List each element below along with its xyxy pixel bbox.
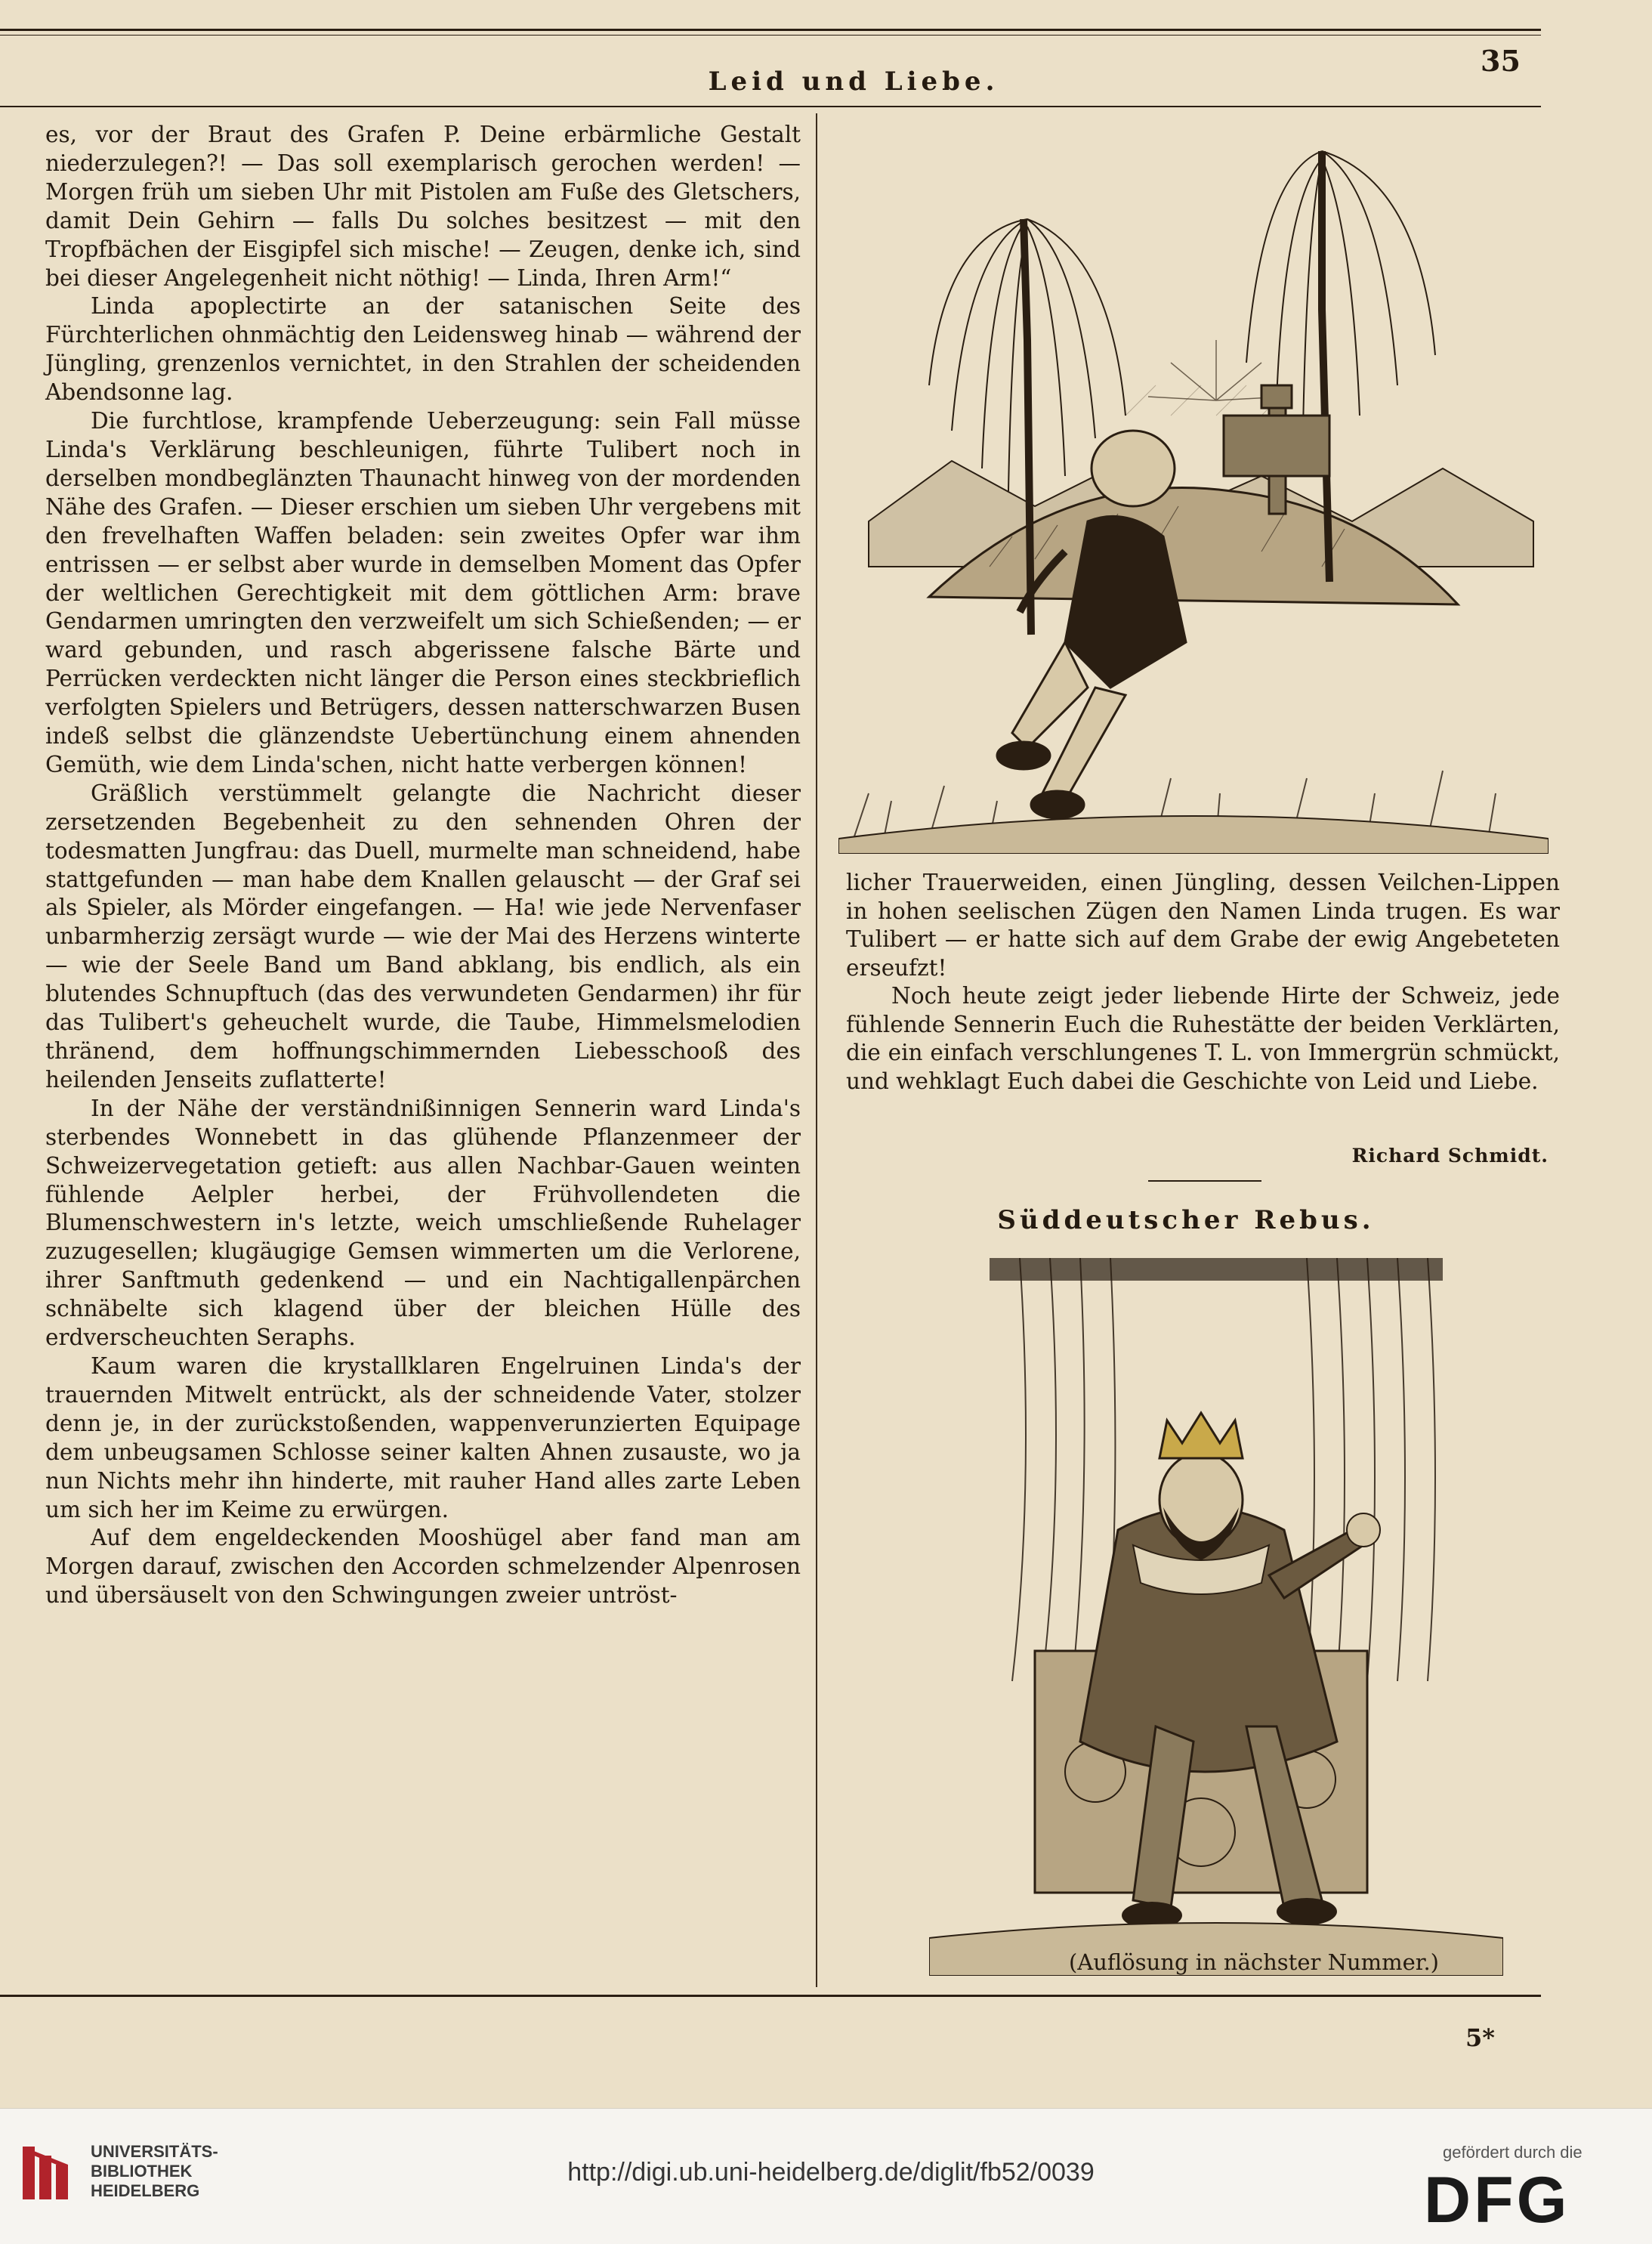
header-rule — [0, 106, 1541, 107]
section-divider — [1148, 1180, 1261, 1182]
library-line: BIBLIOTHEK — [91, 2162, 193, 2181]
rebus-caption: (Auflösung in nächster Nummer.) — [1068, 1949, 1439, 1975]
digitization-footer — [0, 2108, 1652, 2244]
paragraph: Linda apoplectirte an der satanischen Seite des Fürchterlichen ohnmächtig den Leidensweg hinab — während der Jüngling, grenzenlos vernichtet, in den Strahlen der scheidenden Abendsonne lag. — [45, 293, 801, 406]
library-line: HEIDELBERG — [91, 2181, 200, 2200]
paragraph: Auf dem engeldeckenden Mooshügel aber fand man am Morgen darauf, zwischen den Accorden schmelzender Alpenrosen und übersäuselt von den Schwingungen zweier untröst- — [45, 1525, 801, 1609]
paragraph: Kaum waren die krystallklaren Engelruinen Linda's der trauernden Mitwelt entrückt, als der schneidende Vater, stolzer denn je, in der zurückstoßenden, wappenverunzierten Equipage dem unbeugsamen Schlosse seiner kalten Ahnen zusauste, wo ja nun Nichts mehr ihn hinderte, mit rauher Hand alles zarte Leben um sich her im Keime zu erwürgen. — [45, 1352, 801, 1522]
paragraph: Die furchtlose, krampfende Ueberzeugung: sein Fall müsse Linda's Verklärung beschleunigen, führte Tulibert noch in derselben mondbeglänzten Thaunacht hinweg von der mordenden Nähe des Grafen. — Dieser erschien um sieben Uhr vergebens mit den frevelhaften Waffen beladen: sein zweites Opfer war ihm entrissen — er selbst aber wurde in demselben Moment das Opfer der weltlichen Gerechtigkeit mit dem göttlichen Arm: brave Gendarmen umringten den verzweifelt um sich Schießenden; — er ward gebunden, und rasch abgerissene falsche Bärte und Perrücken verdeckten nicht länger die Person eines steckbrieflich verfolgten Spielers und Betrügers, dessen natterschwarzen Busen indeß selbst die glänzendste Uebertünchung einem ahnenden Gemüth, wie dem Linda'schen, nicht hatte verbergen können! — [45, 408, 801, 777]
library-line: UNIVERSITÄTS- — [91, 2142, 218, 2161]
paragraph: licher Trauerweiden, einen Jüngling, dessen Veilchen-Lippen in hohen seelischen Zügen den Namen Linda trugen. Es war Tulibert — er hatte sich auf dem Grabe der ewig Angebeteten erseufzt! — [846, 870, 1560, 981]
permalink-url[interactable]: http://digi.ub.uni-heidelberg.de/diglit/fb52/0039 — [567, 2158, 1095, 2187]
bottom-border — [0, 1995, 1541, 1997]
left-column-text — [45, 121, 801, 1610]
running-title: Leid und Liebe. — [708, 66, 999, 97]
top-border — [0, 29, 1541, 31]
rebus-illustration — [929, 1258, 1503, 1976]
paragraph: es, vor der Braut des Grafen P. Deine erbärmliche Gestalt niederzulegen?! — Das soll exemplarisch gerochen werden! — Morgen früh um sieben Uhr mit Pistolen am Fuße des Gletschers, damit Dein Gehirn — falls Du solches besitzest — mit den Tropfbächen der Eisgipfel sich mische! — Zeugen, denke ich, sind bei dieser Angelegenheit nicht nöthig! — Linda, Ihren Arm!“ — [45, 122, 801, 291]
paragraph: Gräßlich verstümmelt gelangte die Nachricht dieser zersetzenden Begebenheit zu den sehnenden Ohren der todesmatten Jungfrau: das Duell, murmelte man schneidend, habe stattgefunden — man habe dem Knallen gelauscht — der Graf sei als Spieler, als Mörder eingefangen. — Ha! wie jede Nervenfaser unbarmherzig zersägt wurde — wie der Mai des Herzens winterte — wie der Seele Band um Band abklang, bis endlich, als ein blutendes Schnupftuch (das des verwundeten Gendarmen) ihr für das Tulibert's geheuchelt wurde, die Taube, Himmelsmelodien thränend, dem hoffnungschimmernden Liebesschooß des heilenden Jenseits zuflatterte! — [45, 780, 801, 1093]
ub-heidelberg-logo-icon — [15, 2139, 83, 2207]
top-border-thin — [0, 35, 1541, 36]
paragraph: In der Nähe der verständnißinnigen Sennerin ward Linda's sterbendes Wonnebett in das glühende Pflanzenmeer der Schweizervegetation getieft: aus allen Nachbar-Gauen weinten fühlende Aelpler herbei, der Frühvollendeten die Blumenschwestern in's letzte, weich umschließende Ruhelager zuzugesellen; klugäugige Gemsen wimmerten um die Verlorene, ihrer Sanftmuth gedenkend — und ein Nachtigallenpärchen schnäbelte sich klagend über der bleichen Hülle des erdverscheuchten Seraphs. — [45, 1095, 801, 1351]
rebus-title: Süddeutscher Rebus. — [997, 1205, 1375, 1235]
sponsor-label: gefördert durch die — [1443, 2143, 1583, 2162]
page-number: 35 — [1481, 44, 1521, 78]
sheet-signature: 5* — [1465, 2023, 1495, 2052]
column-rule — [816, 113, 817, 1987]
library-name — [91, 2142, 218, 2201]
dfg-logo: DFG — [1424, 2164, 1570, 2236]
paragraph: Noch heute zeigt jeder liebende Hirte der Schweiz, jede fühlende Sennerin Euch die Ruhestätte der beiden Verklärten, die ein einfach verschlungenes T. L. von Immergrün schmückt, und wehklagt Euch dabei die Geschichte von Leid und Liebe. — [846, 983, 1560, 1094]
author-signature: Richard Schmidt. — [1351, 1145, 1549, 1167]
right-column-text — [846, 869, 1560, 1096]
grave-illustration — [838, 113, 1549, 854]
